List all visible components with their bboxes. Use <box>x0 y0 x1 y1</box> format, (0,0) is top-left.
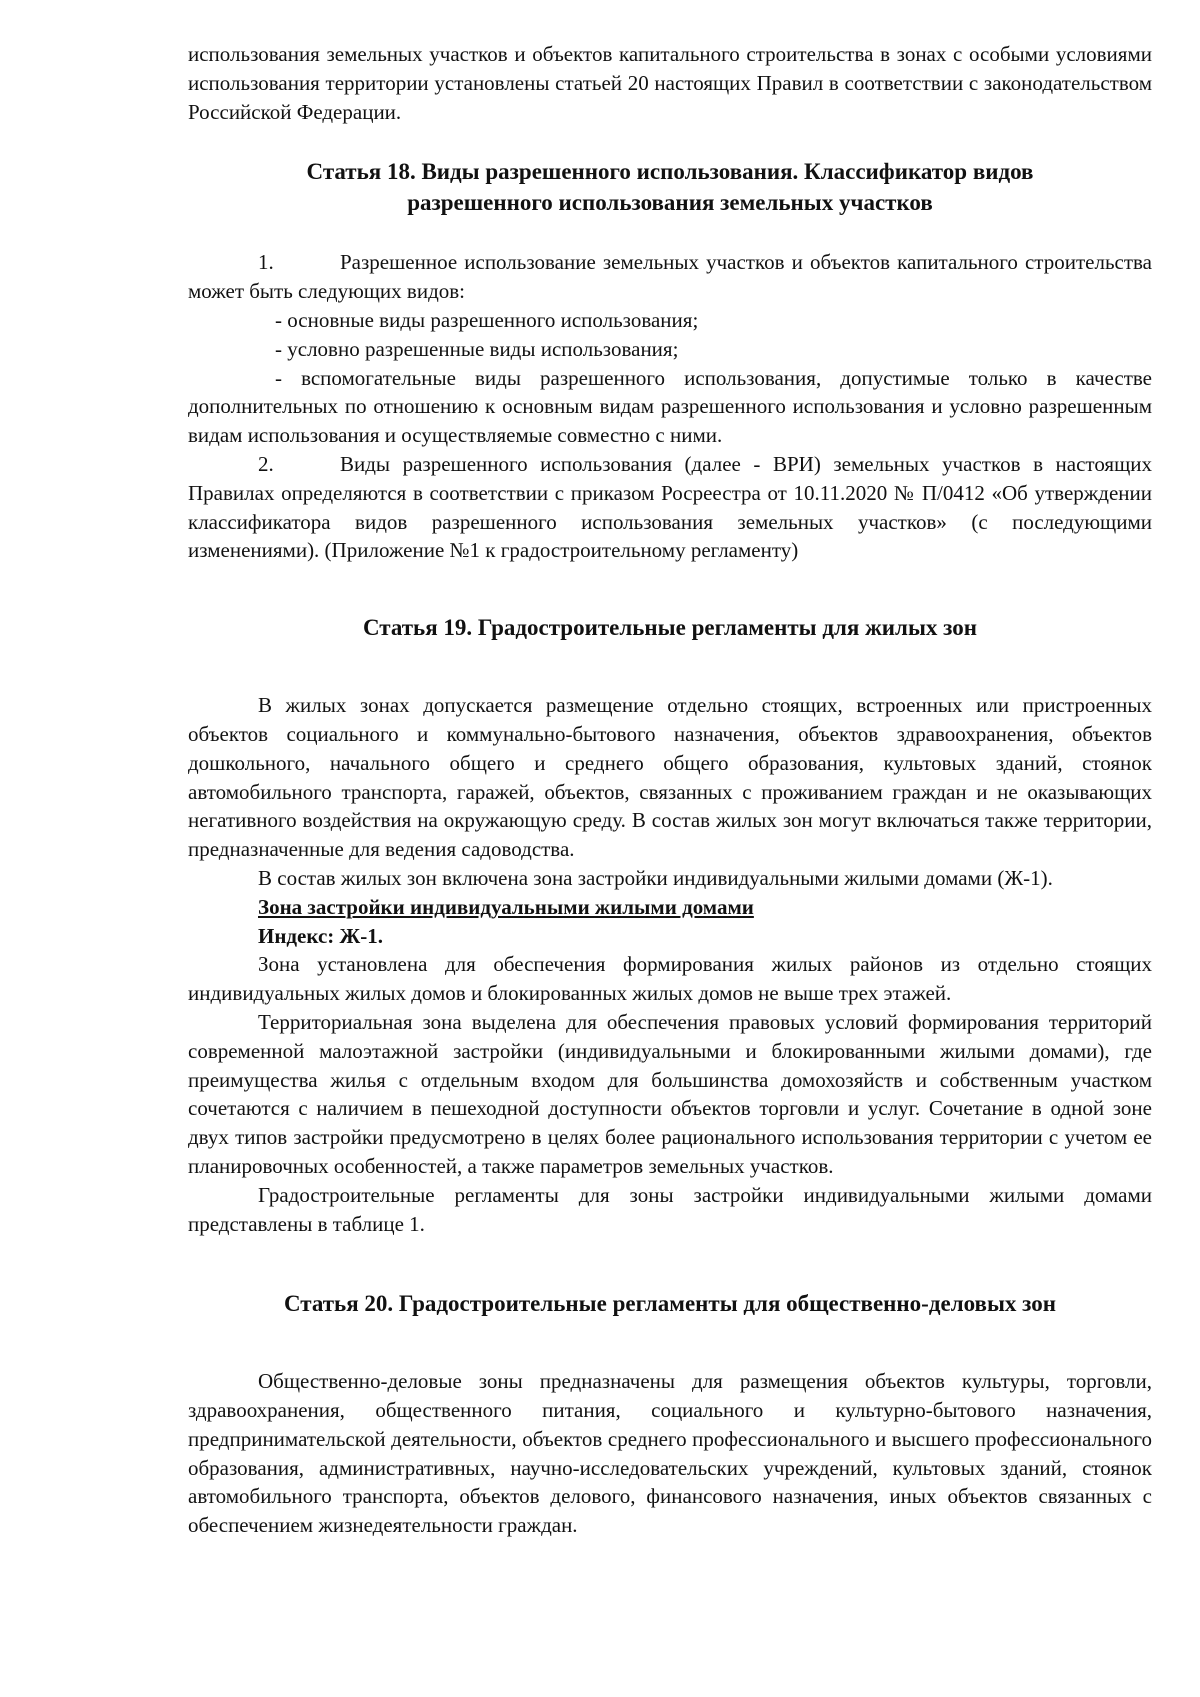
intro-paragraph: использования земельных участков и объектов капитального строительства в зонах с особыми условиями использования территории установлены статьей 20 настоящих Правил в соответствии с законодательством Российской Федерации. <box>188 42 1152 124</box>
zone-title: Зона застройки индивидуальными жилыми домами <box>258 894 754 919</box>
article-18-item-1 <box>188 248 1152 306</box>
article-20-title: Статья 20. Градостроительные регламенты для общественно-деловых зон <box>283 1291 1057 1317</box>
document-page <box>188 40 1152 1540</box>
article-19-paragraph-3: Зона установлена для обеспечения формирования жилых районов из отдельно стоящих индивидуальных жилых домов и блокированных жилых домов не выше трех этажей. <box>188 952 1152 1006</box>
article-19-paragraph-5: Градостроительные регламенты для зоны застройки индивидуальными жилыми домами представлены в таблице 1. <box>188 1182 1152 1236</box>
item-1-text: Разрешенное использование земельных участков и объектов капитального строительства может быть следующих видов: <box>188 250 1152 304</box>
article-19-title: Статья 19. Градостроительные регламенты для жилых зон <box>362 615 978 641</box>
item-1-number: 1. <box>258 250 274 275</box>
list-item-main: - основные виды разрешенного использования; <box>275 307 699 332</box>
article-19-paragraph-4: Территориальная зона выделена для обеспечения правовых условий формирования территорий современной малоэтажной застройки (индивидуальными и блокированными жилыми домами), где преимущества жилья с отдельным входом для большинства домохозяйств и собственным участком сочетаются с наличием в пешеходной доступности объектов торговли и услуг. Сочетание в одной зоне двух типов застройки предусмотрено в целях более рационального использования территории с учетом ее планировочных особенностей, а также параметров земельных участков. <box>188 1009 1152 1178</box>
zone-index: Индекс: Ж-1. <box>258 923 384 948</box>
article-19-paragraph-1: В жилых зонах допускается размещение отдельно стоящих, встроенных или пристроенных объектов социального и коммунально-бытового назначения, объектов здравоохранения, объектов дошкольного, начального общего и среднего общего образования, культовых зданий, стоянок автомобильного транспорта, гаражей, объектов, связанных с проживанием граждан и не оказывающих негативного воздействия на окружающую среду. В состав жилых зон могут включаться также территории, предназначенные для ведения садоводства. <box>188 693 1152 862</box>
item-2-text: Виды разрешенного использования (далее - ВРИ) земельных участков в настоящих Правилах определяются в соответствии с приказом Росреестра от 10.11.2020 № П/0412 «Об утверждении классификатора видов разрешенного использования земельных участков» (с последующими изменениями). (Приложение №1 к градостроительному регламенту) <box>188 451 1152 563</box>
list-item-auxiliary: - вспомогательные виды разрешенного использования, допустимые только в качестве дополнительных по отношению к основным видам разрешенного использования и условно разрешенным видам использования и осуществляемые совместно с ними. <box>188 365 1152 448</box>
list-item-conditional: - условно разрешенные виды использования; <box>275 336 679 361</box>
article-18-item-2 <box>188 450 1152 565</box>
article-20-paragraph-1: Общественно-деловые зоны предназначены для размещения объектов культуры, торговли, здравоохранения, общественного питания, социального и культурно-бытового назначения, предпринимательской деятельности, объектов среднего профессионального и высшего профессионального образования, административных, научно-исследовательских учреждений, культовых зданий, стоянок автомобильного транспорта, объектов делового, финансового назначения, иных объектов связанных с обеспечением жизнедеятельности граждан. <box>188 1369 1152 1538</box>
article-18-title: Статья 18. Виды разрешенного использования. Классификатор видов разрешенного использования земельных участков <box>306 159 1034 216</box>
item-2-number: 2. <box>258 451 274 476</box>
article-19-paragraph-2: В состав жилых зон включена зона застройки индивидуальными жилыми домами (Ж-1). <box>258 865 1053 890</box>
